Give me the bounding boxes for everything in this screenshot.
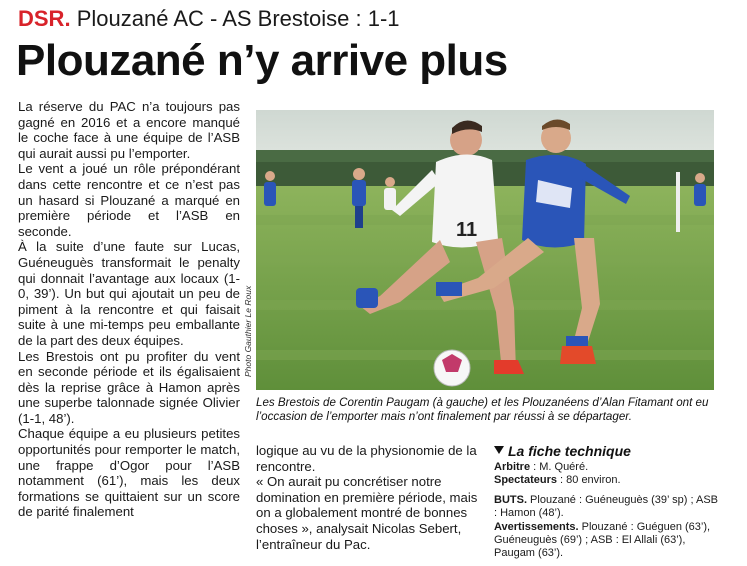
fiche-label: Arbitre xyxy=(494,461,531,473)
fiche-technique xyxy=(494,443,720,561)
match-photo xyxy=(256,110,714,390)
paragraph: À la suite d’une faute sur Lucas, Guéneuguès transformait le penalty qui donnait l’avantage aux locaux (1-0, 39’). Un but qui ajoutait un peu de piment à la rencontre et qui faisait suite à une mi-temps peu emballante de la part des deux équipes. xyxy=(18,239,240,348)
kicker-tag: DSR. xyxy=(18,6,71,31)
article-column-middle xyxy=(256,443,478,552)
photo-credit-text: Photo Gauthier Le Roux xyxy=(243,285,253,377)
paragraph: Les Brestois ont pu profiter du vent en seconde période et ils égalisaient dès la reprise grâce à Hamon après une superbe talonnade signée Olivier (1-1, 48’). xyxy=(18,348,240,426)
photo-caption: Les Brestois de Corentin Paugam (à gauche) et les Plouzanéens d’Alan Fitamant ont eu l’occasion de l’emporter mais n’ont finalement par réussi à se départager. xyxy=(256,396,709,423)
paragraph: « On aurait pu concrétiser notre domination en première période, mais on a globalement montré de bonnes choses », analysait Nicolas Sebert, l’entraîneur du Pac. xyxy=(256,474,478,552)
fiche-value: : 80 environ. xyxy=(556,474,621,487)
paragraph: La réserve du PAC n’a toujours pas gagné en 2016 et a encore manqué le coche face à une équipe de l’ASB qui aurait aussi pu l’emporter. xyxy=(18,99,240,161)
kicker xyxy=(18,6,400,32)
fiche-value: Plouzané : Guéneuguès (39’ sp) ; ASB : Hamon (48’). xyxy=(494,493,718,520)
photo-credit xyxy=(240,280,254,380)
fiche-label: Avertissements. xyxy=(494,520,579,533)
fiche-arbitre xyxy=(494,461,720,474)
fiche-value: Plouzané : Guéguen (63’), Guéneuguès (69’) ; ASB : El Allali (63’), Paugam (63’). xyxy=(494,520,711,560)
fiche-label: BUTS. xyxy=(494,493,527,506)
fiche-title-text: La fiche technique xyxy=(508,443,631,459)
fiche-label: Spectateurs xyxy=(494,474,557,487)
fiche-spectateurs xyxy=(494,474,720,487)
fiche-value: : M. Quéré. xyxy=(530,461,589,473)
fiche-title xyxy=(494,443,720,460)
match-photo-illustration xyxy=(256,110,714,390)
triangle-down-icon xyxy=(494,446,504,454)
paragraph: Le vent a joué un rôle prépondérant dans cette rencontre et ce n’est pas un hasard si Plouzané a marqué en première période et l’ASB en seconde. xyxy=(18,161,240,239)
headline: Plouzané n’y arrive plus xyxy=(16,36,508,85)
ball xyxy=(434,350,470,386)
fiche-avertissements xyxy=(494,521,720,561)
article-column-left xyxy=(18,99,240,520)
kicker-match: Plouzané AC - AS Brestoise : 1-1 xyxy=(76,6,400,31)
paragraph: logique au vu de la physionomie de la rencontre. xyxy=(256,443,477,474)
fiche-buts xyxy=(494,494,720,521)
svg-text:11: 11 xyxy=(456,219,478,241)
paragraph: Chaque équipe a eu plusieurs petites opportunités pour remporter le match, une frappe d’Ogor pour l’ASB notamment (61’), mais les deux formations se quittaient sur un score de parité finalement xyxy=(18,426,240,520)
